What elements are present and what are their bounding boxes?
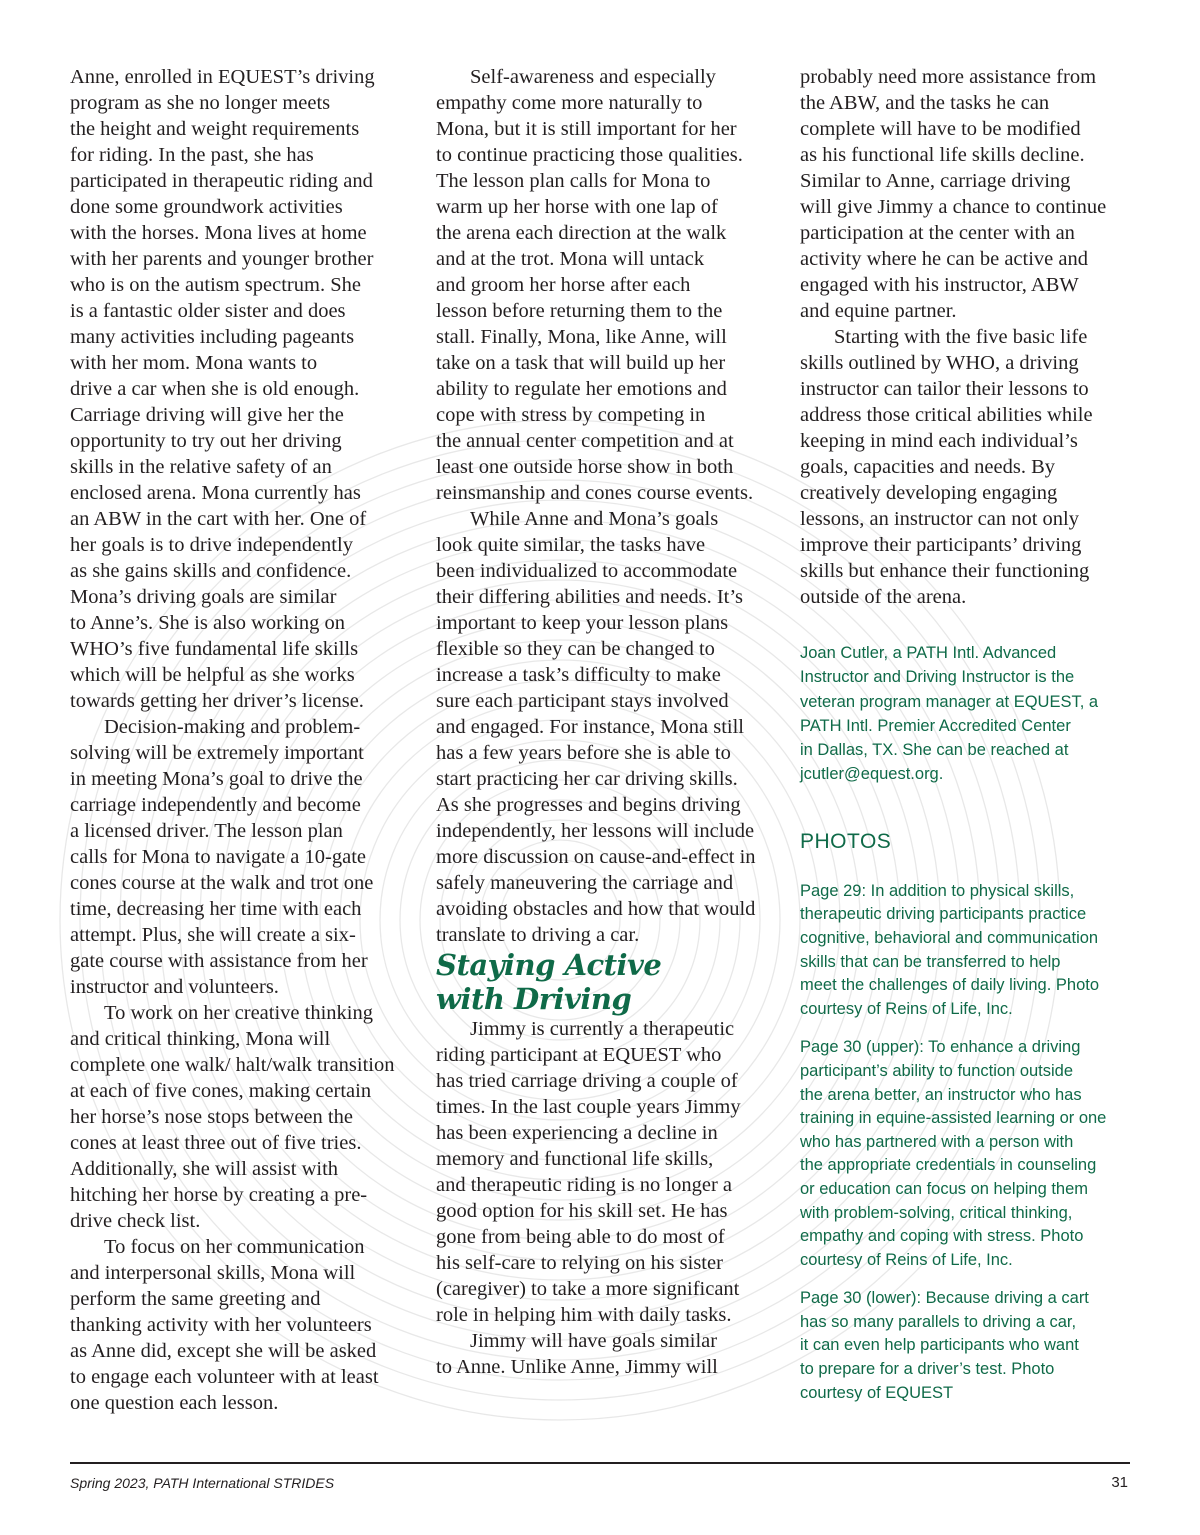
- body-paragraph: probably need more assistance from the ABW, and the tasks he can complete will have to be modified as his functional life skills decline. Similar to Anne, carriage driving will give Jimmy a chance to continue participation at the center with an activity where he can be active and engaged with his instructor, ABW and equine partner.: [800, 66, 1107, 322]
- body-paragraph: Self-awareness and especially empathy come more naturally to Mona, but it is still important for her to continue practicing those qualities. The lesson plan calls for Mona to warm up her horse with one lap of the arena each direction at the walk and at the trot. Mona will untack and groom her horse after each lesson before returning them to the stall. Finally, Mona, like Anne, will take on a task that will build up her ability to regulate her emotions and cope with stress by competing in the annual center competition and at least one outside horse show in both reinsmanship and cones course events.: [436, 66, 754, 504]
- photo-caption: Page 29: In addition to physical skills, therapeutic driving participants practice cognitive, behavioral and communication skills that can be transferred to help meet the challenges of daily living. Photo courtesy of Reins of Life, Inc.: [800, 881, 1100, 1018]
- photo-caption: Page 30 (upper): To enhance a driving participant’s ability to function outside the arena better, an instructor who has training in equine-assisted learning or one who has partnered with a person with the appropriate credentials in counseling or education can focus on helping them with problem-solving, critical thinking, empathy and coping with stress. Photo courtesy of Reins of Life, Inc.: [800, 1038, 1107, 1269]
- body-paragraph: While Anne and Mona’s goals look quite similar, the tasks have been individualized to accommodate their differing abilities and needs. It’s important to keep your lesson plans flexible so they can be changed to increase a task’s difficulty to make sure each participant stays involved and engaged. For instance, Mona still has a few years before she is able to start practicing her car driving skills. As she progresses and begins driving independently, her lessons will include more discussion on cause-and-effect in safely maneuvering the carriage and avoiding obstacles and how that would translate to driving a car.: [436, 508, 756, 946]
- page-number: 31: [1111, 1474, 1128, 1491]
- footer-publication: Spring 2023, PATH International STRIDES: [70, 1475, 335, 1491]
- body-paragraph: Anne, enrolled in EQUEST’s driving program as she no longer meets the height and weight requirements for riding. In the past, she has participated in therapeutic riding and done some groundwork activities with the horses. Mona lives at home with her parents and younger brother who is on the autism spectrum. She is a fantastic older sister and does many activities including pageants with her mom. Mona wants to drive a car when she is old enough. Carriage driving will give her the opportunity to try out her driving skills in the relative safety of an enclosed arena. Mona currently has an ABW in the cart with her. One of her goals is to drive independently as she gains skills and confidence. Mona’s driving goals are similar to Anne’s. She is also working on WHO’s five fundamental life skills which will be helpful as she works towards getting her driver’s license.: [70, 66, 375, 712]
- photos-heading: PHOTOS: [800, 829, 892, 853]
- column-2: [436, 64, 776, 1380]
- column-1: [70, 64, 415, 1416]
- body-paragraph: To focus on her communication and interpersonal skills, Mona will perform the same greeting and thanking activity with her volunteers as Anne did, except she will be asked to engage each volunteer with at least one question each lesson.: [70, 1236, 379, 1414]
- body-paragraph: Starting with the five basic life skills outlined by WHO, a driving instructor can tailor their lessons to address those critical abilities while keeping in mind each individual’s goals, capacities and needs. By creatively developing engaging lessons, an instructor can not only improve their participants’ driving skills but enhance their functioning outside of the arena.: [800, 326, 1093, 608]
- body-paragraph: Jimmy is currently a therapeutic riding participant at EQUEST who has tried carriage driving a couple of times. In the last couple years Jimmy has been experiencing a decline in memory and functional life skills, and therapeutic riding is no longer a good option for his skill set. He has gone from being able to do most of his self-care to relying on his sister (caregiver) to take a more significant role in helping him with daily tasks.: [436, 1018, 741, 1326]
- photo-caption: Page 30 (lower): Because driving a cart has so many parallels to driving a car, it can even help participants who want to prepare for a driver’s test. Photo courtesy of EQUEST: [800, 1289, 1089, 1402]
- footer-divider: [70, 1462, 1130, 1464]
- column-3: [800, 64, 1140, 1405]
- section-heading: Staying Active with Driving: [436, 948, 662, 1016]
- body-paragraph: Decision-making and problem- solving will be extremely important in meeting Mona’s goal to drive the carriage independently and become a licensed driver. The lesson plan calls for Mona to navigate a 10-gate cones course at the walk and trot one time, decreasing her time with each attempt. Plus, she will create a six- gate course with assistance from her instructor and volunteers.: [70, 716, 374, 998]
- body-paragraph: To work on her creative thinking and critical thinking, Mona will complete one walk/ halt/walk transition at each of five cones, making certain her horse’s nose stops between the cones at least three out of five tries. Additionally, she will assist with hitching her horse by creating a pre- drive check list.: [70, 1002, 395, 1232]
- author-bio: Joan Cutler, a PATH Intl. Advanced Instructor and Driving Instructor is the veteran program manager at EQUEST, a PATH Intl. Premier Accredited Center in Dallas, TX. She can be reached at jcutler@equest.org.: [800, 644, 1099, 784]
- body-paragraph: Jimmy will have goals similar to Anne. Unlike Anne, Jimmy will: [436, 1330, 718, 1378]
